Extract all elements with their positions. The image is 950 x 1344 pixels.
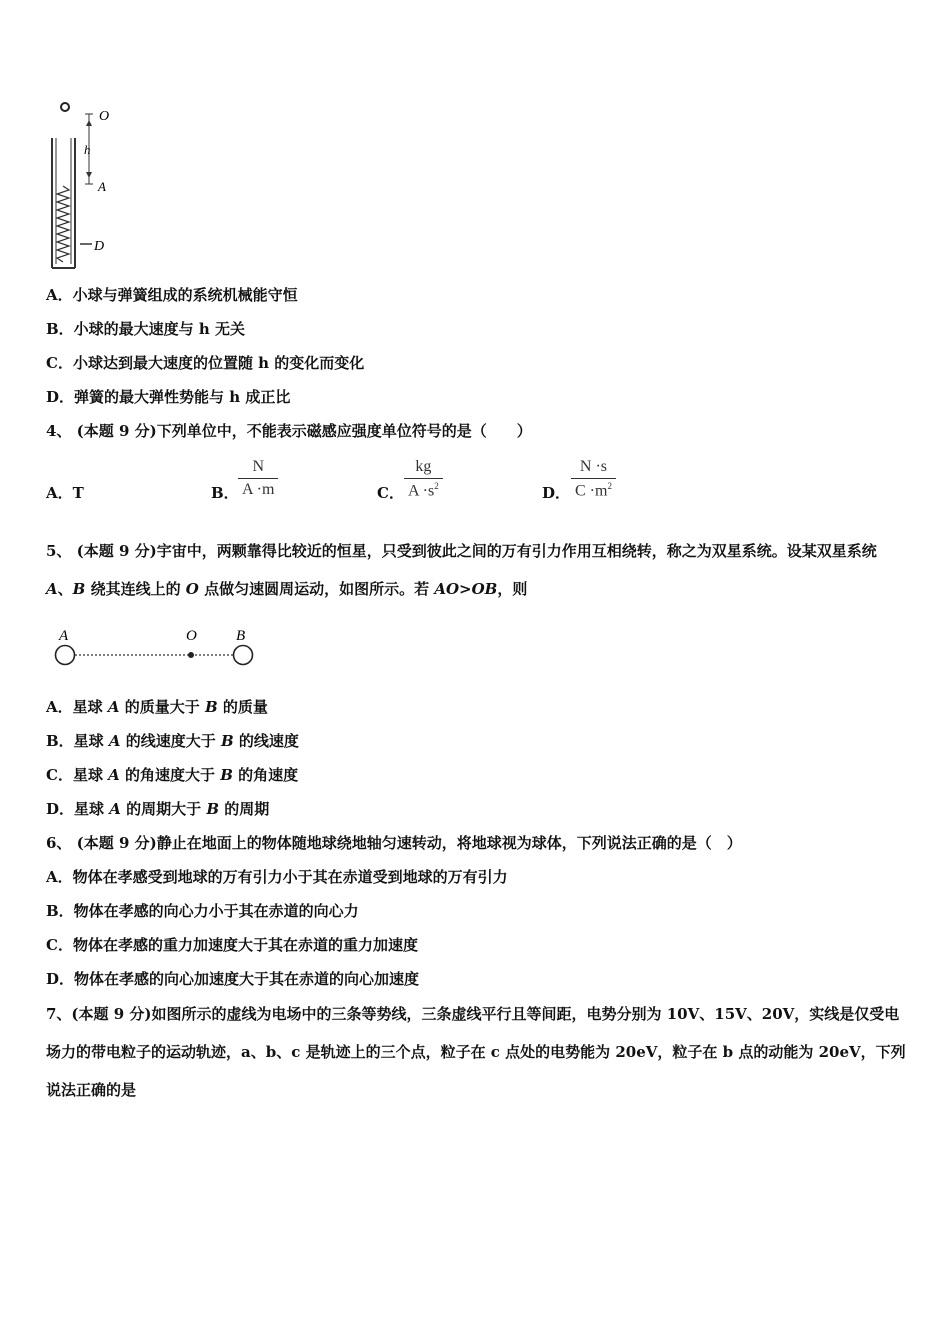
label-B: B bbox=[236, 628, 246, 644]
q4-option-c-fraction bbox=[404, 458, 443, 500]
fraction-denominator: A ·m bbox=[242, 481, 275, 498]
q7-stem: 7、(本题 9 分)如图所示的虚线为电场中的三条等势线，三条虚线平行且等间距，电势分别为 10V、15V、20V，实线是仅受电场力的带电粒子的运动轨迹，a、b、c 是轨迹上的三个点，粒子在 c 点处的电势能为 20eV，粒子在 b 点的动能为 20eV，下列说法正确的是 bbox=[46, 1005, 906, 1099]
q5-option-d: D．星球 A 的周期大于 B 的周期 bbox=[46, 800, 270, 818]
label-A: A bbox=[59, 628, 69, 644]
fraction-numerator: kg bbox=[415, 458, 432, 475]
q5-option-a: A．星球 A 的质量大于 B 的质量 bbox=[46, 698, 268, 716]
q3-option-d: D．弹簧的最大弹性势能与 h 成正比 bbox=[46, 388, 291, 406]
q6-option-a: A．物体在孝感受到地球的万有引力小于其在赤道受到地球的万有引力 bbox=[46, 868, 508, 886]
q5-option-b: B．星球 A 的线速度大于 B 的线速度 bbox=[46, 732, 299, 750]
label-h: h bbox=[84, 142, 91, 157]
point-o bbox=[188, 652, 194, 658]
label-D: D bbox=[94, 239, 105, 254]
fraction-denominator: $A \cdot s^2$ bbox=[408, 481, 439, 500]
q6-stem: 6、 (本题 9 分)静止在地面上的物体随地球绕地轴匀速转动，将地球视为球体，下列说法正确的是（ ） bbox=[46, 834, 742, 852]
q4-option-b-fraction bbox=[238, 458, 278, 499]
fraction-denominator: $C \cdot m^2$ bbox=[575, 481, 612, 500]
q3-option-b: B．小球的最大速度与 h 无关 bbox=[46, 320, 246, 338]
label-O: O bbox=[186, 628, 197, 644]
binary-star-figure bbox=[50, 624, 265, 670]
q4-option-b-label: B． bbox=[211, 484, 239, 502]
q4-option-d-fraction bbox=[571, 458, 616, 500]
star-a bbox=[56, 646, 75, 665]
ball-spring-tube-figure bbox=[44, 96, 124, 271]
q4-option-d-label: D． bbox=[542, 484, 571, 502]
q4-stem: 4、 (本题 9 分)下列单位中，不能表示磁感应强度单位符号的是（ ） bbox=[46, 422, 532, 440]
q6-option-c: C．物体在孝感的重力加速度大于其在赤道的重力加速度 bbox=[46, 936, 418, 954]
q5-option-c: C．星球 A 的角速度大于 B 的角速度 bbox=[46, 766, 299, 784]
q3-option-a: A．小球与弹簧组成的系统机械能守恒 bbox=[46, 286, 298, 304]
fraction-numerator: N ·s bbox=[579, 458, 608, 475]
q4-option-a bbox=[46, 482, 84, 503]
q4-option-a-value: T bbox=[72, 484, 84, 502]
label-O: O bbox=[99, 109, 110, 124]
ball bbox=[61, 103, 69, 111]
q4-option-c-label: C． bbox=[377, 484, 404, 502]
q4-option-a-label: A． bbox=[46, 484, 73, 502]
q3-option-c: C．小球达到最大速度的位置随 h 的变化而变化 bbox=[46, 354, 365, 372]
star-b bbox=[234, 646, 253, 665]
q5-stem: 5、 (本题 9 分)宇宙中，两颗靠得比较近的恒星，只受到彼此之间的万有引力作用互相绕转，称之为双星系统。设某双星系统 A、B 绕其连线上的 O 点做匀速圆周运动，如图所示。若 AO>OB，则 bbox=[46, 542, 877, 598]
spring bbox=[57, 186, 69, 262]
q6-option-d: D．物体在孝感的向心加速度大于其在赤道的向心加速度 bbox=[46, 970, 420, 988]
fraction-numerator: N bbox=[252, 458, 264, 475]
label-A: A bbox=[98, 179, 106, 194]
q6-option-b: B．物体在孝感的向心力小于其在赤道的向心力 bbox=[46, 902, 359, 920]
